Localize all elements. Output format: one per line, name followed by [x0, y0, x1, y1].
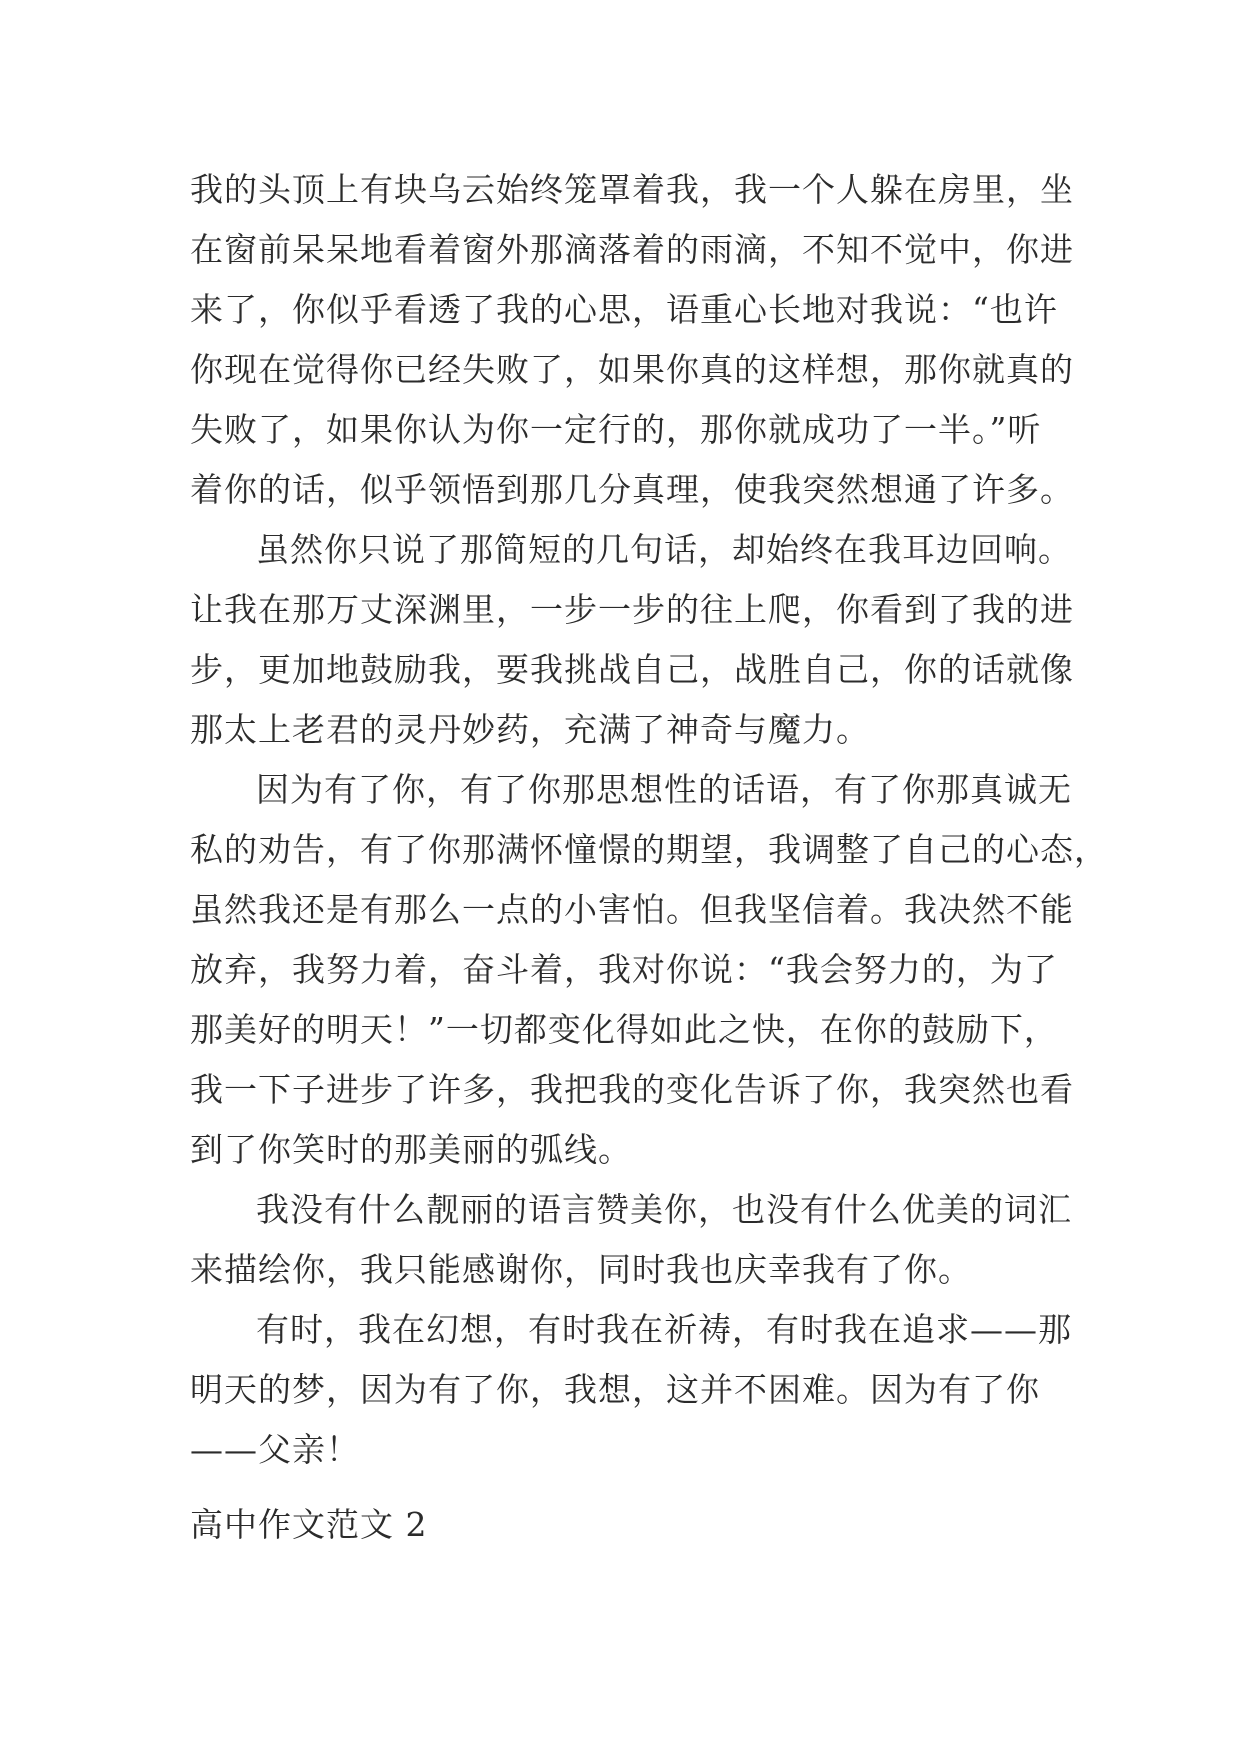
section-heading: 高中作文范文 2 [190, 1505, 428, 1544]
essay-body [190, 160, 1108, 1480]
text-line: 放弃，我努力着，奋斗着，我对你说：“我会努力的，为了 [190, 950, 1058, 989]
text-line: 到了你笑时的那美丽的弧线。 [190, 1130, 632, 1169]
text-line: 来描绘你，我只能感谢你，同时我也庆幸我有了你。 [190, 1250, 972, 1289]
text-line: 着你的话，似乎领悟到那几分真理，使我突然想通了许多。 [190, 470, 1074, 509]
text-line: 明天的梦，因为有了你，我想，这并不困难。因为有了你 [190, 1370, 1040, 1409]
text-line: 来了，你似乎看透了我的心思，语重心长地对我说：“也许 [190, 290, 1058, 329]
text-line: 你现在觉得你已经失败了，如果你真的这样想，那你就真的 [190, 350, 1074, 389]
paragraph-start-line: 虽然你只说了那简短的几句话，却始终在我耳边回响。 [256, 530, 1072, 569]
text-line: 我的头顶上有块乌云始终笼罩着我，我一个人躲在房里，坐 [190, 170, 1074, 209]
paragraph-start-line: 我没有什么靓丽的语言赞美你，也没有什么优美的词汇 [256, 1190, 1072, 1229]
text-line: 私的劝告，有了你那满怀憧憬的期望，我调整了自己的心态， [190, 830, 1108, 869]
text-line: ——父亲！ [190, 1430, 360, 1469]
text-line: 在窗前呆呆地看着窗外那滴落着的雨滴，不知不觉中，你进 [190, 230, 1074, 269]
text-line: 让我在那万丈深渊里，一步一步的往上爬，你看到了我的进 [190, 590, 1074, 629]
text-line: 步，更加地鼓励我，要我挑战自己，战胜自己，你的话就像 [190, 650, 1074, 689]
text-line: 虽然我还是有那么一点的小害怕。但我坚信着。我决然不能 [190, 890, 1074, 929]
text-line: 那美好的明天！”一切都变化得如此之快，在你的鼓励下， [190, 1010, 1058, 1049]
paragraph-start-line: 有时，我在幻想，有时我在祈祷，有时我在追求——那 [256, 1310, 1072, 1349]
text-line: 我一下子进步了许多，我把我的变化告诉了你，我突然也看 [190, 1070, 1074, 1109]
text-line: 那太上老君的灵丹妙药，充满了神奇与魔力。 [190, 710, 870, 749]
paragraph-start-line: 因为有了你，有了你那思想性的话语，有了你那真诚无 [256, 770, 1072, 809]
text-line: 失败了，如果你认为你一定行的，那你就成功了一半。”听 [190, 410, 1042, 449]
